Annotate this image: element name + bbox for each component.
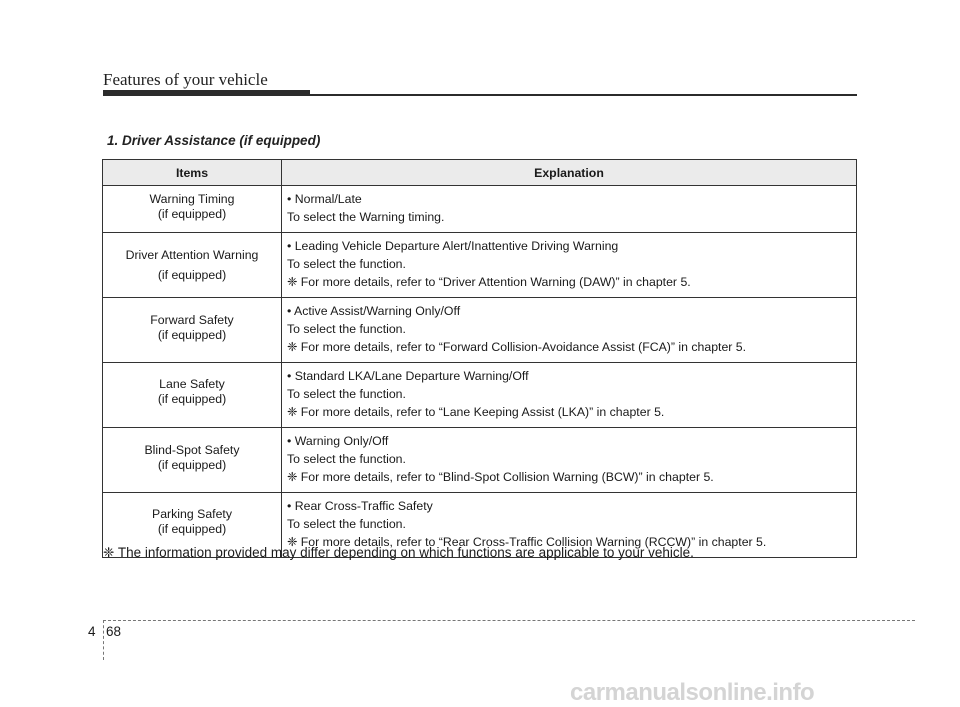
explanation-cell — [282, 186, 857, 233]
description-line: To select the function. — [287, 257, 406, 271]
column-header-explanation: Explanation — [282, 160, 857, 186]
column-header-items: Items — [103, 160, 282, 186]
item-qualifier: (if equipped) — [157, 268, 227, 282]
table-row — [103, 428, 857, 493]
header-rule-thick — [103, 90, 310, 96]
explanation-cell — [282, 428, 857, 493]
page-header-title: Features of your vehicle — [103, 70, 268, 89]
item-cell — [103, 186, 282, 233]
table-row — [103, 363, 857, 428]
description-line: To select the function. — [287, 387, 406, 401]
header-rule-thin — [310, 94, 857, 96]
watermark: carmanualsonline.info — [570, 679, 815, 706]
item-name: Forward Safety — [150, 313, 234, 327]
footnote: ❈ The information provided may differ depending on which functions are applicable to your vehicle. — [103, 545, 694, 560]
description-line: To select the function. — [287, 517, 406, 531]
item-qualifier: (if equipped) — [157, 207, 227, 221]
table-row — [103, 186, 857, 233]
item-name: Parking Safety — [152, 507, 232, 521]
footer-page-divider — [103, 620, 104, 660]
table-row — [103, 233, 857, 298]
reference-note: ❈ For more details, refer to “Driver Attention Warning (DAW)” in chapter 5. — [287, 275, 691, 289]
page-number: 68 — [106, 624, 122, 639]
option-line: • Normal/Late — [287, 192, 362, 206]
reference-note: ❈ For more details, refer to “Lane Keeping Assist (LKA)” in chapter 5. — [287, 405, 665, 419]
explanation-cell — [282, 298, 857, 363]
table-header-row — [103, 160, 857, 186]
chapter-number: 4 — [88, 624, 96, 639]
option-line: • Leading Vehicle Departure Alert/Inattentive Driving Warning — [287, 239, 619, 253]
item-cell — [103, 298, 282, 363]
explanation-cell — [282, 233, 857, 298]
reference-note: ❈ For more details, refer to “Blind-Spot Collision Warning (BCW)” in chapter 5. — [287, 470, 714, 484]
footer-rule — [103, 620, 915, 621]
explanation-cell — [282, 363, 857, 428]
option-line: • Active Assist/Warning Only/Off — [287, 304, 461, 318]
section-title: 1. Driver Assistance (if equipped) — [107, 133, 321, 148]
option-line: • Warning Only/Off — [287, 434, 389, 448]
reference-note: ❈ For more details, refer to “Forward Collision-Avoidance Assist (FCA)” in chapter 5. — [287, 340, 747, 354]
item-cell — [103, 363, 282, 428]
description-line: To select the Warning timing. — [287, 210, 445, 224]
item-name: Blind-Spot Safety — [144, 443, 240, 457]
item-qualifier: (if equipped) — [157, 458, 227, 472]
description-line: To select the function. — [287, 322, 406, 336]
item-name: Warning Timing — [149, 192, 235, 206]
driver-assistance-table — [102, 159, 857, 558]
item-qualifier: (if equipped) — [157, 392, 227, 406]
table-row — [103, 298, 857, 363]
item-cell — [103, 428, 282, 493]
option-line: • Standard LKA/Lane Departure Warning/Off — [287, 369, 529, 383]
item-name: Driver Attention Warning — [125, 248, 259, 262]
item-name: Lane Safety — [159, 377, 225, 391]
item-qualifier: (if equipped) — [157, 522, 227, 536]
description-line: To select the function. — [287, 452, 406, 466]
item-qualifier: (if equipped) — [157, 328, 227, 342]
item-cell — [103, 233, 282, 298]
option-line: • Rear Cross-Traffic Safety — [287, 499, 433, 513]
reference-note: ❈ For more details, refer to “Rear Cross-Traffic Collision Warning (RCCW)” in chapter 5. — [287, 535, 767, 549]
